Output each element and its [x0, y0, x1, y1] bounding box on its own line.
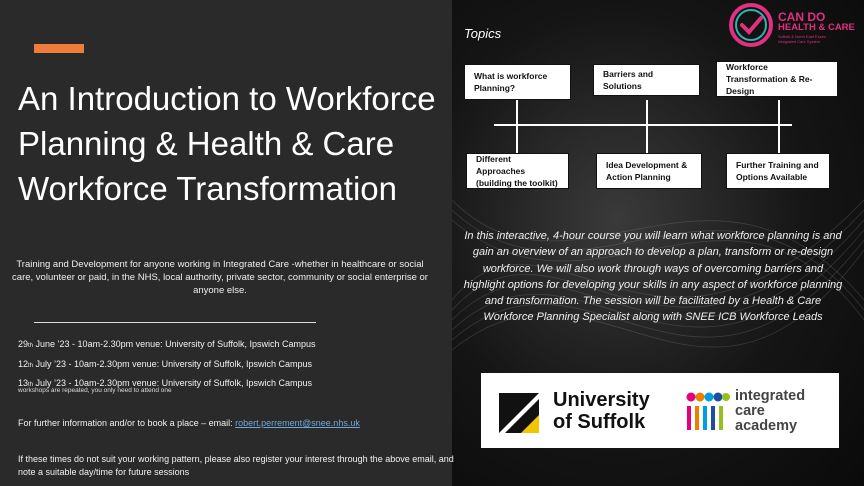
date-line [18, 356, 316, 376]
can-do-title: CAN DO [778, 10, 826, 24]
can-do-check-icon [728, 2, 774, 48]
can-do-tagline [778, 34, 858, 44]
footer-text: If these times do not suit your working pattern, please also register your interest through the above email, and note a suitable day/time for future sessions [18, 454, 454, 477]
date-text: June ’23 - 10am-2.30pm venue: University of Suffolk, Ipswich Campus [33, 339, 316, 349]
topic-connector-vertical [778, 100, 780, 154]
intro-text: Training and Development for anyone working in Integrated Care -whether in healthcare or social care, volunteer or paid, in the NHS, local authority, private sector, community or social enterprise or anyone else. [12, 259, 428, 296]
accent-bar [34, 44, 84, 53]
repeat-note: workshops are repeated, you only need to attend one [18, 387, 172, 394]
date-text: July ’23 - 10am-2.30pm venue: University of Suffolk, Ipswich Campus [33, 378, 312, 388]
can-do-logo [728, 2, 860, 52]
university-of-suffolk-wordmark [553, 389, 650, 433]
topic-box: Barriers and Solutions [593, 64, 700, 96]
can-do-tagline-line: Suffolk & North East Essex [778, 34, 826, 39]
ica-line: academy [735, 418, 798, 434]
contact-prefix: For further information and/or to book a place – email: [18, 418, 236, 428]
topic-box: Different Approaches (building the toolkit) [466, 153, 569, 189]
topic-box: What is workforce Planning? [464, 64, 571, 100]
can-do-subtitle: HEALTH & CARE [778, 22, 855, 33]
date-suffix: th [28, 343, 34, 349]
email-link[interactable]: robert.perrement@snee.nhs.uk [235, 418, 360, 428]
ica-line: integrated [735, 388, 806, 404]
topic-box: Workforce Transformation & Re-Design [716, 61, 838, 97]
topic-connector-horizontal [494, 124, 792, 126]
topic-box: Further Training and Options Available [726, 153, 830, 189]
page-title: An Introduction to Workforce Planning & Health & Care Workforce Transformation [18, 80, 436, 207]
date-text: July ’23 - 10am-2.30pm venue: University of Suffolk, Ipswich Campus [33, 358, 312, 369]
date-day: 29 [18, 339, 29, 349]
integrated-care-academy-logo-icon [686, 389, 730, 433]
ica-line: care [735, 403, 765, 419]
contact-line [18, 418, 360, 428]
integrated-care-academy-wordmark [735, 389, 805, 434]
date-day: 13 [18, 378, 29, 388]
uos-line: of Suffolk [553, 411, 646, 433]
can-do-tagline-line: Integrated Care System [778, 39, 821, 44]
date-suffix: th [28, 382, 34, 388]
date-suffix: th [28, 362, 34, 369]
date-line [18, 336, 316, 356]
course-description: In this interactive, 4-hour course you will learn what workforce planning is and gain an overview of an approach to develop a plan, transform or re-design workforce. We will also work through ways of overcoming barriers and highlight options for developing your skills in any aspect of workforce planning and transformation. The session will be facilitated by a Health & Care Workforce Planning Specialist along with SNEE ICB Workforce Leads [463, 230, 843, 324]
topic-connector-vertical [646, 100, 648, 154]
topics-heading: Topics [464, 26, 502, 41]
partner-logos [481, 373, 839, 448]
date-day: 12 [18, 358, 29, 369]
topic-box: Idea Development & Action Planning [596, 153, 702, 189]
topic-connector-vertical [516, 100, 518, 154]
uos-line: University [553, 389, 650, 411]
session-dates [18, 336, 316, 395]
divider [34, 322, 316, 323]
university-of-suffolk-logo-icon [499, 393, 539, 433]
